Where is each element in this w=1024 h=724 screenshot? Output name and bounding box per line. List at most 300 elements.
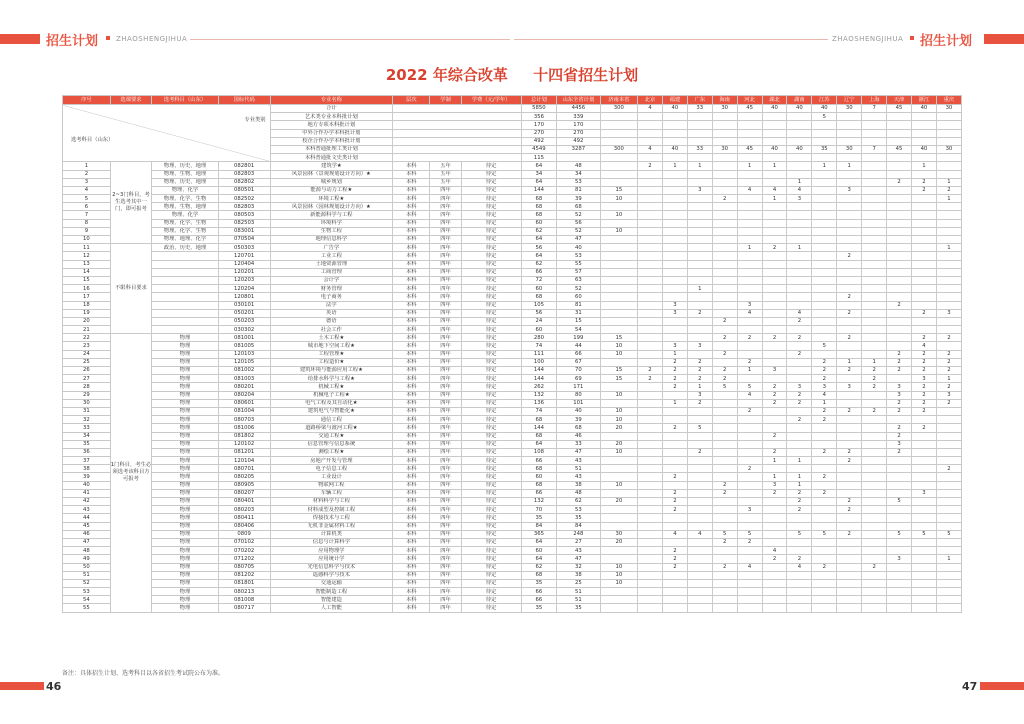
cell-total: 66 xyxy=(521,457,556,465)
cell-province xyxy=(862,317,887,325)
cell-province xyxy=(812,457,837,465)
cell-code: 080401 xyxy=(218,498,270,506)
cell-province: 2 xyxy=(662,358,687,366)
cell-province xyxy=(887,465,912,473)
cell-province xyxy=(712,465,737,473)
cell-province xyxy=(862,555,887,563)
summary-value xyxy=(712,137,737,145)
cell-province: 3 xyxy=(887,440,912,448)
cell-province xyxy=(911,276,936,284)
summary-value xyxy=(687,121,712,129)
cell-province: 5 xyxy=(812,530,837,538)
cell-code: 082801 xyxy=(218,162,270,170)
cell-shandong: 52 xyxy=(557,211,601,219)
summary-blank xyxy=(393,113,522,121)
cell-province: 20 xyxy=(600,538,637,546)
summary-value: 300 xyxy=(600,145,637,153)
title-year: 2022 年综合改革 xyxy=(385,66,508,84)
cell-province xyxy=(638,440,663,448)
cell-province: 3 xyxy=(887,555,912,563)
cell-index: 31 xyxy=(63,407,111,415)
cell-shandong: 70 xyxy=(557,367,601,375)
cell-province xyxy=(812,498,837,506)
cell-province: 2 xyxy=(887,448,912,456)
summary-value xyxy=(887,154,912,162)
cell-province xyxy=(837,596,862,604)
cell-province xyxy=(812,276,837,284)
cell-shandong: 25 xyxy=(557,579,601,587)
cell-province xyxy=(662,260,687,268)
cell-province: 4 xyxy=(737,309,762,317)
cell-code: 120203 xyxy=(218,276,270,284)
cell-province: 2 xyxy=(712,375,737,383)
summary-value: 40 xyxy=(911,145,936,153)
cell-province xyxy=(638,563,663,571)
cell-province xyxy=(737,293,762,301)
cell-requirement: 2~3门科目，考生选考其中一门，即可报考 xyxy=(110,162,152,244)
cell-province xyxy=(600,457,637,465)
cell-province: 20 xyxy=(600,498,637,506)
cell-province xyxy=(887,186,912,194)
cell-index: 38 xyxy=(63,465,111,473)
cell-province xyxy=(762,342,787,350)
cell-duration: 四年 xyxy=(430,571,461,579)
cell-level: 本科 xyxy=(393,596,430,604)
cell-province: 1 xyxy=(687,162,712,170)
cell-province xyxy=(638,268,663,276)
cell-province xyxy=(762,579,787,587)
cell-major: 建筑电气与智能化★ xyxy=(270,407,392,415)
summary-value: 356 xyxy=(521,113,556,121)
cell-duration: 四年 xyxy=(430,416,461,424)
table-row xyxy=(63,268,962,276)
cell-province xyxy=(737,342,762,350)
cell-province: 2 xyxy=(787,334,812,342)
summary-value xyxy=(862,129,887,137)
cell-province xyxy=(762,416,787,424)
cell-province: 2 xyxy=(712,367,737,375)
cell-major: 风景园林（园林规划设计方向）★ xyxy=(270,203,392,211)
cell-province xyxy=(936,424,961,432)
cell-duration: 四年 xyxy=(430,399,461,407)
cell-province xyxy=(638,465,663,473)
cell-province xyxy=(837,424,862,432)
cell-province xyxy=(712,260,737,268)
cell-province xyxy=(787,596,812,604)
cell-province: 3 xyxy=(662,301,687,309)
cell-duration: 四年 xyxy=(430,498,461,506)
cell-tuition: 待定 xyxy=(461,424,521,432)
cell-province: 2 xyxy=(812,358,837,366)
table-row xyxy=(63,416,962,424)
cell-duration: 四年 xyxy=(430,326,461,334)
cell-index: 7 xyxy=(63,211,111,219)
cell-province: 10 xyxy=(600,579,637,587)
cell-subjects: 物理 xyxy=(152,407,218,415)
cell-province xyxy=(687,571,712,579)
cell-province: 4 xyxy=(687,530,712,538)
cell-province xyxy=(911,301,936,309)
cell-province xyxy=(787,236,812,244)
table-row xyxy=(63,563,962,571)
cell-province: 2 xyxy=(762,334,787,342)
cell-province xyxy=(687,195,712,203)
header-cell-20: 上海 xyxy=(862,96,887,105)
summary-value: 33 xyxy=(687,105,712,113)
cell-code: 050201 xyxy=(218,309,270,317)
cell-province xyxy=(911,448,936,456)
cell-province xyxy=(638,285,663,293)
header-cell-15: 河北 xyxy=(737,96,762,105)
cell-index: 13 xyxy=(63,260,111,268)
cell-level: 本科 xyxy=(393,563,430,571)
summary-blank xyxy=(393,145,522,153)
cell-tuition: 待定 xyxy=(461,236,521,244)
cell-index: 11 xyxy=(63,244,111,252)
cell-province xyxy=(662,285,687,293)
table-row xyxy=(63,178,962,186)
cell-subjects: 物理 xyxy=(152,342,218,350)
cell-province xyxy=(911,203,936,211)
cell-province xyxy=(638,416,663,424)
cell-province xyxy=(762,203,787,211)
cell-level: 本科 xyxy=(393,399,430,407)
table-row xyxy=(63,596,962,604)
cell-code: 082802 xyxy=(218,178,270,186)
table-row xyxy=(63,473,962,481)
cell-province: 2 xyxy=(936,367,961,375)
cell-province xyxy=(687,170,712,178)
summary-value xyxy=(837,113,862,121)
cell-province: 10 xyxy=(600,350,637,358)
cell-code: 120201 xyxy=(218,268,270,276)
cell-province xyxy=(936,227,961,235)
cell-duration: 四年 xyxy=(430,596,461,604)
cell-code: 082803 xyxy=(218,203,270,211)
cell-province xyxy=(837,538,862,546)
summary-value: 40 xyxy=(787,105,812,113)
cell-code: 081003 xyxy=(218,375,270,383)
summary-value xyxy=(687,154,712,162)
cell-province xyxy=(812,555,837,563)
table-row xyxy=(63,440,962,448)
summary-value xyxy=(887,129,912,137)
header-right-title: 招生计划 xyxy=(920,34,973,49)
cell-province xyxy=(837,563,862,571)
cell-province xyxy=(687,457,712,465)
summary-value xyxy=(687,113,712,121)
cell-province xyxy=(787,162,812,170)
cell-province: 4 xyxy=(787,186,812,194)
cell-province xyxy=(862,334,887,342)
cell-subjects xyxy=(152,276,218,284)
cell-subjects: 物理 xyxy=(152,563,218,571)
cell-duration: 四年 xyxy=(430,465,461,473)
cell-index: 18 xyxy=(63,301,111,309)
cell-province xyxy=(662,219,687,227)
cell-province xyxy=(837,416,862,424)
cell-shandong: 62 xyxy=(557,498,601,506)
cell-province xyxy=(936,252,961,260)
cell-duration: 四年 xyxy=(430,604,461,612)
cell-province xyxy=(638,604,663,612)
cell-major: 新能源科学与工程 xyxy=(270,211,392,219)
table-row xyxy=(63,350,962,358)
cell-province: 1 xyxy=(936,195,961,203)
summary-value xyxy=(557,154,601,162)
cell-province xyxy=(837,301,862,309)
cell-province: 2 xyxy=(936,383,961,391)
cell-subjects: 物理 xyxy=(152,358,218,366)
table-row xyxy=(63,498,962,506)
cell-subjects: 物理 xyxy=(152,538,218,546)
cell-province: 2 xyxy=(762,244,787,252)
cell-total: 35 xyxy=(521,514,556,522)
summary-value xyxy=(638,113,663,121)
cell-province: 2 xyxy=(638,375,663,383)
cell-level: 本科 xyxy=(393,162,430,170)
cell-index: 47 xyxy=(63,538,111,546)
cell-province xyxy=(787,424,812,432)
cell-province xyxy=(712,342,737,350)
summary-value xyxy=(687,129,712,137)
cell-province xyxy=(887,571,912,579)
cell-province xyxy=(911,473,936,481)
cell-province: 20 xyxy=(600,440,637,448)
cell-province xyxy=(600,178,637,186)
header-cell-3: 国标代码 xyxy=(218,96,270,105)
cell-total: 35 xyxy=(521,604,556,612)
cell-province xyxy=(638,334,663,342)
cell-province xyxy=(762,178,787,186)
cell-province xyxy=(687,268,712,276)
cell-province xyxy=(737,276,762,284)
table-row xyxy=(63,293,962,301)
cell-province: 3 xyxy=(687,391,712,399)
cell-province xyxy=(687,596,712,604)
table-row xyxy=(63,342,962,350)
cell-province xyxy=(862,571,887,579)
cell-index: 15 xyxy=(63,276,111,284)
cell-province xyxy=(936,489,961,497)
cell-province: 2 xyxy=(862,375,887,383)
header-cell-13: 广东 xyxy=(687,96,712,105)
summary-value: 30 xyxy=(936,105,961,113)
cell-province: 1 xyxy=(787,473,812,481)
cell-province xyxy=(911,227,936,235)
cell-total: 66 xyxy=(521,268,556,276)
cell-major: 机械工程★ xyxy=(270,383,392,391)
cell-total: 60 xyxy=(521,285,556,293)
cell-province xyxy=(837,276,862,284)
cell-province xyxy=(837,391,862,399)
cell-shandong: 27 xyxy=(557,538,601,546)
cell-province: 2 xyxy=(787,555,812,563)
cell-major: 城乡规划 xyxy=(270,178,392,186)
cell-province xyxy=(812,522,837,530)
cell-index: 43 xyxy=(63,506,111,514)
table-row xyxy=(63,432,962,440)
cell-province xyxy=(687,514,712,522)
cell-province xyxy=(862,498,887,506)
cell-province xyxy=(737,514,762,522)
cell-province: 3 xyxy=(911,375,936,383)
cell-province xyxy=(911,481,936,489)
cell-subjects: 物理 xyxy=(152,555,218,563)
cell-province xyxy=(887,285,912,293)
footer-right-band xyxy=(980,682,1024,690)
header-left-band xyxy=(0,34,40,44)
cell-shandong: 52 xyxy=(557,227,601,235)
summary-value: 40 xyxy=(812,105,837,113)
cell-province xyxy=(687,350,712,358)
cell-code: 0809 xyxy=(218,530,270,538)
cell-province xyxy=(862,285,887,293)
cell-index: 37 xyxy=(63,457,111,465)
cell-total: 84 xyxy=(521,522,556,530)
cell-province xyxy=(787,465,812,473)
cell-province: 2 xyxy=(662,563,687,571)
table-header-row xyxy=(63,96,962,105)
cell-province: 2 xyxy=(887,358,912,366)
summary-value xyxy=(638,129,663,137)
cell-province xyxy=(837,244,862,252)
summary-value xyxy=(812,137,837,145)
cell-subjects xyxy=(152,301,218,309)
cell-province: 1 xyxy=(762,195,787,203)
cell-province xyxy=(600,276,637,284)
cell-province xyxy=(712,457,737,465)
cell-province xyxy=(837,440,862,448)
summary-value xyxy=(638,154,663,162)
cell-level: 本科 xyxy=(393,326,430,334)
cell-province xyxy=(638,350,663,358)
cell-province xyxy=(862,538,887,546)
header-cell-22: 浙江 xyxy=(911,96,936,105)
cell-province xyxy=(600,285,637,293)
cell-province xyxy=(712,399,737,407)
cell-major: 工程造价★ xyxy=(270,358,392,366)
cell-province xyxy=(687,489,712,497)
cell-province xyxy=(862,416,887,424)
cell-province xyxy=(936,579,961,587)
cell-duration: 四年 xyxy=(430,407,461,415)
plan-table xyxy=(62,95,962,613)
cell-province: 2 xyxy=(712,334,737,342)
cell-province xyxy=(936,301,961,309)
cell-province: 2 xyxy=(762,391,787,399)
cell-province xyxy=(762,227,787,235)
summary-value xyxy=(600,137,637,145)
cell-level: 本科 xyxy=(393,506,430,514)
cell-code: 030101 xyxy=(218,301,270,309)
cell-province xyxy=(762,293,787,301)
cell-province xyxy=(687,555,712,563)
cell-province xyxy=(787,211,812,219)
cell-province xyxy=(887,514,912,522)
cell-province xyxy=(887,506,912,514)
cell-duration: 五年 xyxy=(430,170,461,178)
cell-province xyxy=(887,334,912,342)
cell-province xyxy=(737,440,762,448)
cell-tuition: 待定 xyxy=(461,391,521,399)
cell-province xyxy=(887,293,912,301)
cell-province xyxy=(737,195,762,203)
cell-major: 德语 xyxy=(270,317,392,325)
cell-requirement: 1门科目，考生必须选考该科目方可报考 xyxy=(110,334,152,612)
cell-province: 3 xyxy=(787,383,812,391)
cell-province xyxy=(638,547,663,555)
cell-province: 2 xyxy=(887,301,912,309)
cell-subjects: 物理 xyxy=(152,571,218,579)
cell-duration: 四年 xyxy=(430,358,461,366)
cell-province xyxy=(862,268,887,276)
cell-province xyxy=(687,416,712,424)
table-row xyxy=(63,227,962,235)
cell-province: 2 xyxy=(787,391,812,399)
cell-province xyxy=(662,514,687,522)
cell-index: 19 xyxy=(63,309,111,317)
cell-province: 1 xyxy=(936,244,961,252)
cell-major: 工程管理★ xyxy=(270,350,392,358)
cell-total: 144 xyxy=(521,367,556,375)
table-row xyxy=(63,244,962,252)
cell-province: 2 xyxy=(862,407,887,415)
summary-value xyxy=(837,154,862,162)
cell-major: 智能制造工程 xyxy=(270,588,392,596)
cell-province xyxy=(787,252,812,260)
cell-province: 2 xyxy=(687,309,712,317)
cell-province: 2 xyxy=(837,293,862,301)
cell-province xyxy=(762,260,787,268)
table-row xyxy=(63,514,962,522)
table-row xyxy=(63,465,962,473)
cell-province xyxy=(812,285,837,293)
table-row xyxy=(63,260,962,268)
summary-value xyxy=(662,154,687,162)
cell-province: 2 xyxy=(911,309,936,317)
cell-total: 68 xyxy=(521,571,556,579)
cell-subjects: 物理 xyxy=(152,391,218,399)
table-row xyxy=(63,457,962,465)
cell-province xyxy=(712,293,737,301)
summary-value xyxy=(837,129,862,137)
cell-shandong: 81 xyxy=(557,301,601,309)
cell-province: 2 xyxy=(662,424,687,432)
cell-code: 050203 xyxy=(218,317,270,325)
cell-province xyxy=(862,219,887,227)
cell-province xyxy=(662,457,687,465)
cell-duration: 四年 xyxy=(430,563,461,571)
cell-province xyxy=(862,399,887,407)
cell-code: 120204 xyxy=(218,285,270,293)
header-cell-7: 学费（元/学年） xyxy=(461,96,521,105)
cell-province xyxy=(600,358,637,366)
cell-subjects: 物理 xyxy=(152,399,218,407)
cell-index: 52 xyxy=(63,579,111,587)
header-left-subtitle: ZHAOSHENGJIHUA xyxy=(116,35,188,43)
cell-province xyxy=(662,186,687,194)
cell-duration: 四年 xyxy=(430,350,461,358)
cell-province xyxy=(787,588,812,596)
cell-tuition: 待定 xyxy=(461,244,521,252)
cell-tuition: 待定 xyxy=(461,498,521,506)
cell-province xyxy=(862,604,887,612)
cell-province xyxy=(737,326,762,334)
cell-province xyxy=(638,317,663,325)
cell-province: 1 xyxy=(662,162,687,170)
cell-total: 68 xyxy=(521,481,556,489)
